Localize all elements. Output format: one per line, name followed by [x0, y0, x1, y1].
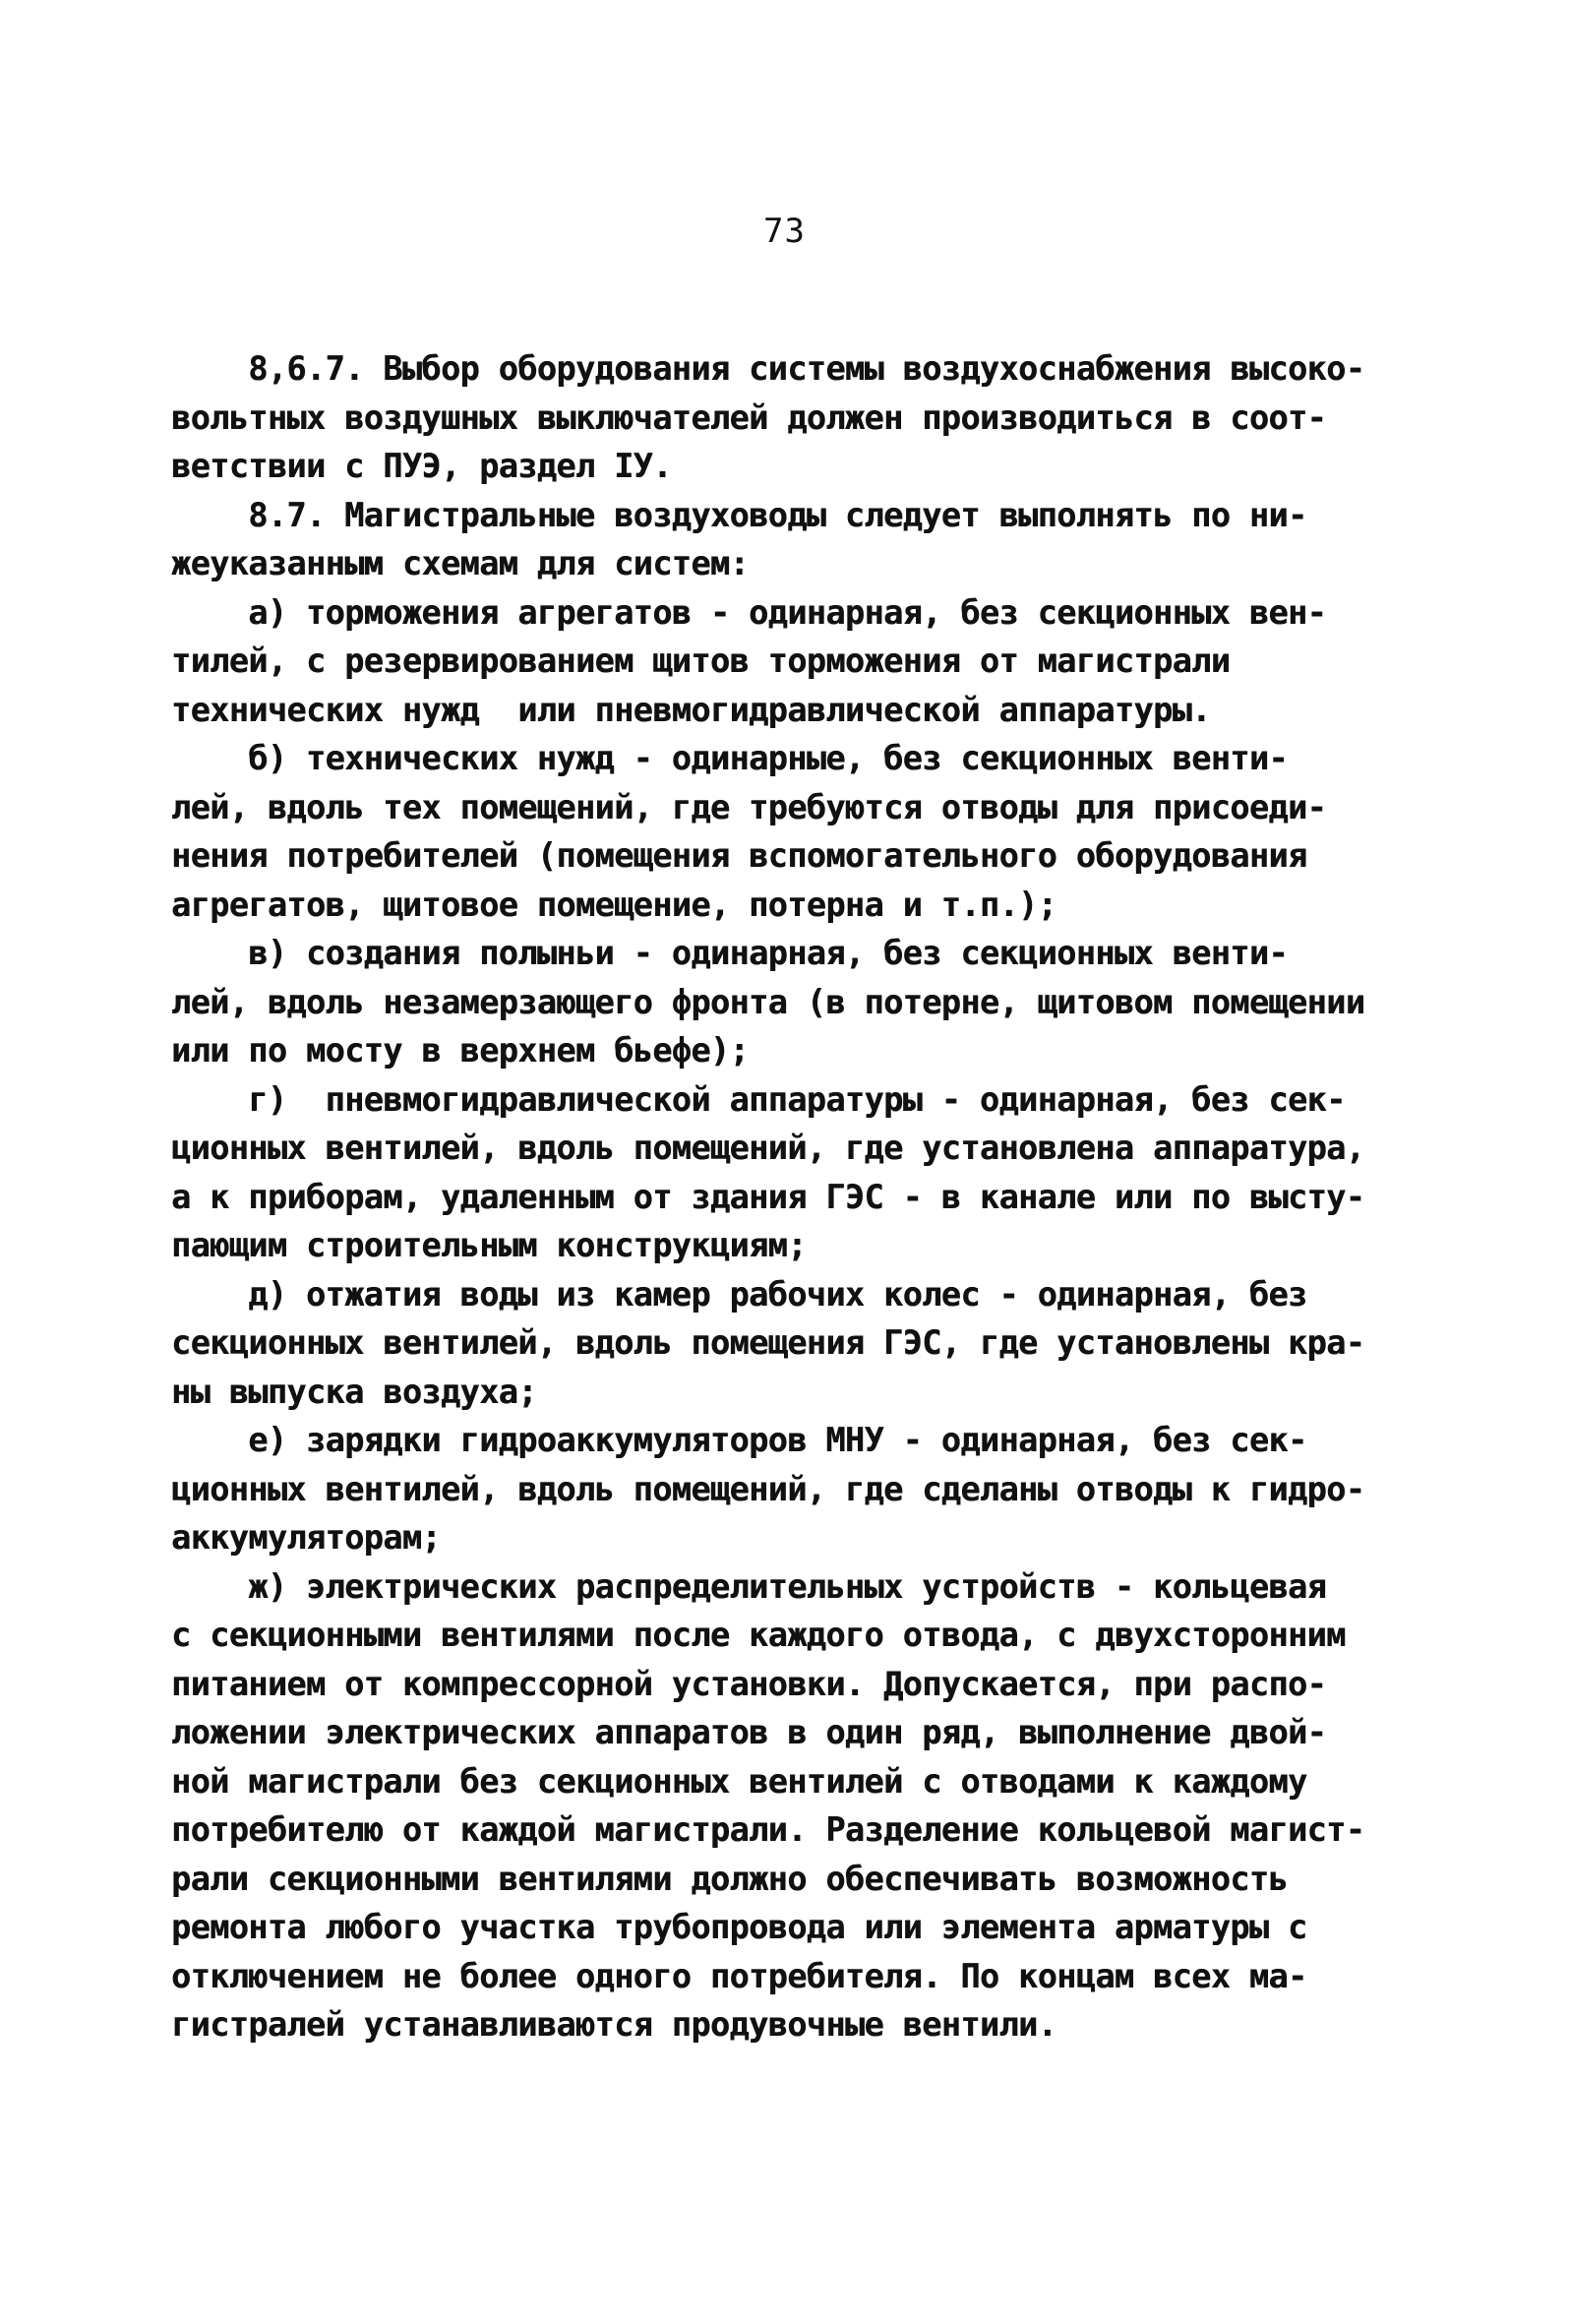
text-line: 8,6.7. Выбор оборудования системы воздухоснабжения высоко-	[171, 349, 1365, 388]
text-line: отключением не более одного потребителя. По концам всех ма-	[171, 1956, 1307, 1995]
text-line: д) отжатия воды из камер рабочих колес - одинарная, без	[171, 1274, 1307, 1314]
text-line: пающим строительным конструкциям;	[171, 1226, 807, 1264]
text-line: питанием от компрессорной установки. Допускается, при распо-	[171, 1664, 1327, 1703]
text-line: ны выпуска воздуха;	[171, 1372, 537, 1411]
text-line: нения потребителей (помещения вспомогательного оборудования	[171, 836, 1307, 875]
text-line: аккумуляторам;	[171, 1518, 441, 1557]
text-line: лей, вдоль тех помещений, где требуются отводы для присоеди-	[171, 787, 1327, 826]
text-line: ционных вентилей, вдоль помещений, где установлена аппаратура,	[171, 1129, 1365, 1167]
text-line: г) пневмогидравлической аппаратуры - одинарная, без сек-	[171, 1079, 1346, 1119]
text-line: тилей, с резервированием щитов торможения от магистрали	[171, 642, 1231, 680]
text-line: потребителю от каждой магистрали. Разделение кольцевой магист-	[171, 1810, 1365, 1849]
text-line: а к приборам, удаленным от здания ГЭС - в канале или по высту-	[171, 1177, 1365, 1216]
text-line: а) торможения агрегатов - одинарная, без секционных вен-	[171, 592, 1327, 632]
text-line: технических нужд или пневмогидравлической аппаратуры.	[171, 690, 1211, 729]
text-line: ремонта любого участка трубопровода или элемента арматуры с	[171, 1908, 1307, 1946]
text-line: ционных вентилей, вдоль помещений, где сделаны отводы к гидро-	[171, 1469, 1365, 1508]
text-line: агрегатов, щитовое помещение, потерна и т.п.);	[171, 885, 1057, 924]
text-line: в) создания полыньи - одинарная, без секционных венти-	[171, 934, 1288, 972]
text-line: лей, вдоль незамерзающего фронта (в потерне, щитовом помещении	[171, 982, 1365, 1021]
text-line: е) зарядки гидроаккумуляторов МНУ - одинарная, без сек-	[171, 1421, 1307, 1459]
text-line: секционных вентилей, вдоль помещения ГЭС, где установлены кра-	[171, 1323, 1365, 1362]
text-line: рали секционными вентилями должно обеспечивать возможность	[171, 1859, 1288, 1898]
text-line: вольтных воздушных выключателей должен производиться в соот-	[171, 398, 1327, 437]
text-line: ж) электрических распределительных устройств - кольцевая	[171, 1566, 1327, 1606]
text-line: или по мосту в верхнем бьефе);	[171, 1031, 750, 1070]
text-line: жеуказанным схемам для систем:	[171, 544, 750, 582]
page-number: 73	[763, 212, 806, 251]
text-line: ложении электрических аппаратов в один ряд, выполнение двой-	[171, 1713, 1327, 1751]
text-line: ной магистрали без секционных вентилей с отводами к каждому	[171, 1761, 1307, 1801]
text-line: 8.7. Магистральные воздуховоды следует выполнять по ни-	[171, 495, 1307, 534]
text-line: гистралей устанавливаются продувочные вентили.	[171, 2005, 1057, 2044]
text-line: ветствии с ПУЭ, раздел IУ.	[171, 447, 672, 485]
text-line: с секционными вентилями после каждого отвода, с двухсторонним	[171, 1616, 1346, 1654]
text-line: б) технических нужд - одинарные, без секционных венти-	[171, 739, 1288, 777]
document-body	[171, 344, 1450, 2049]
